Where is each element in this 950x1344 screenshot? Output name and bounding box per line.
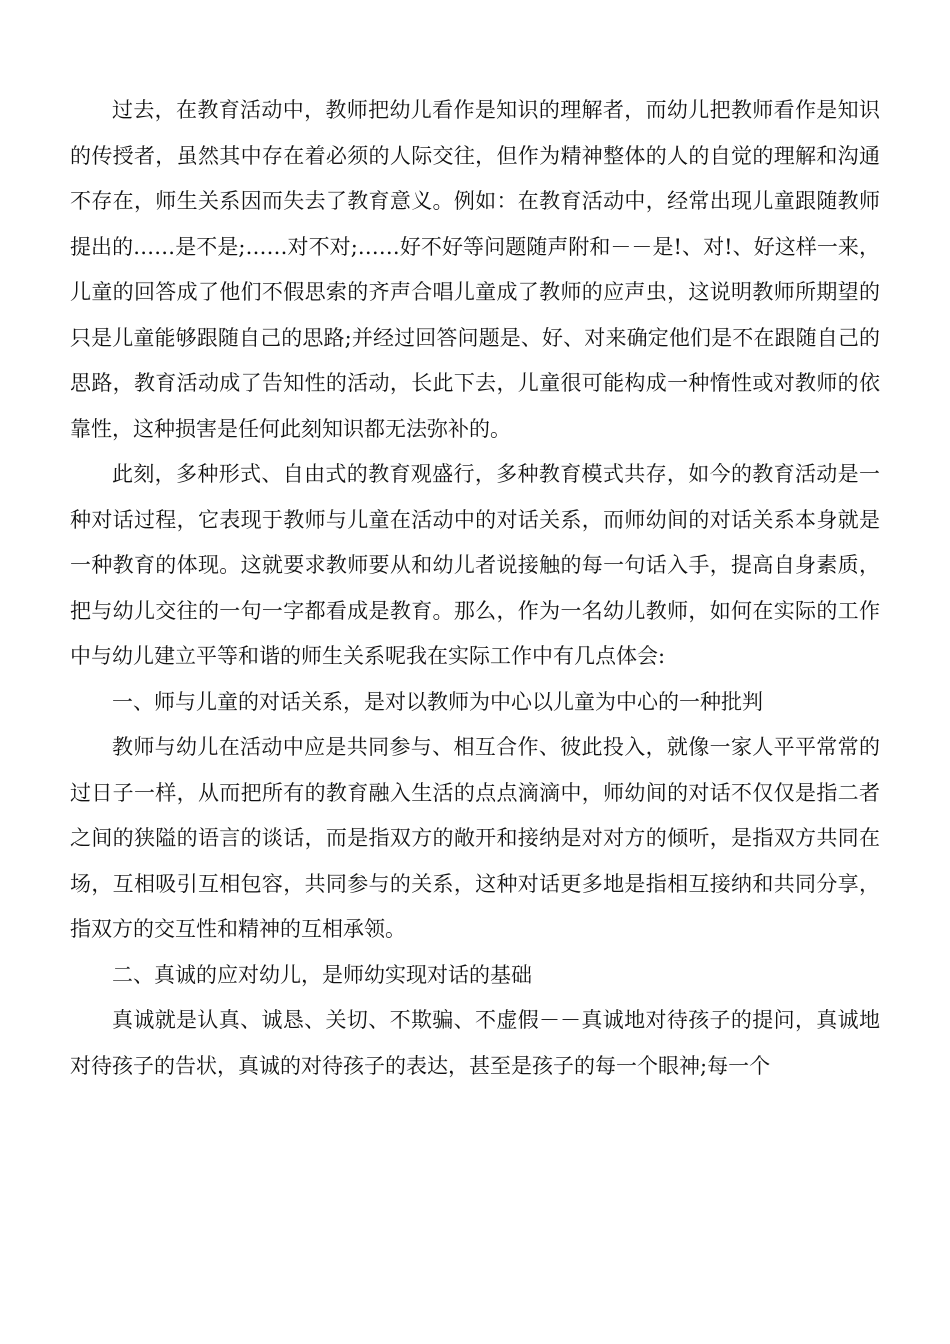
section-heading: 二、真诚的应对幼儿，是师幼实现对话的基础 [112, 962, 532, 987]
section-heading: 一、师与儿童的对话关系，是对以教师为中心以儿童为中心的一种批判 [112, 689, 763, 714]
body-paragraph: 过去，在教育活动中，教师把幼儿看作是知识的理解者，而幼儿把教师看作是知识的传授者，虽然其中存在着必须的人际交往，但作为精神整体的人的自觉的理解和沟通不存在，师生关系因而失去了教育意义。例如：在教育活动中，经常出现儿童跟随教师提出的……是不是;……对不对;……好不好等问题随声附和－－是!、对!、好这样一来，儿童的回答成了他们不假思索的齐声合唱儿童成了教师的应声虫，这说明教师所期望的只是儿童能够跟随自己的思路;并经过回答问题是、好、对来确定他们是不在跟随自己的思路，教育活动成了告知性的活动，长此下去，儿童很可能构成一种惰性或对教师的依靠性，这种损害是任何此刻知识都无法弥补的。 [70, 98, 880, 441]
body-paragraph: 真诚就是认真、诚恳、关切、不欺骗、不虚假－－真诚地对待孩子的提问，真诚地对待孩子的告状，真诚的对待孩子的表达，甚至是孩子的每一个眼神;每一个 [70, 1008, 880, 1078]
document-page [70, 88, 880, 1089]
body-paragraph: 此刻，多种形式、自由式的教育观盛行，多种教育模式共存，如今的教育活动是一种对话过程，它表现于教师与儿童在活动中的对话关系，而师幼间的对话关系本身就是一种教育的体现。这就要求教师要从和幼儿者说接触的每一句话入手，提高自身素质，把与幼儿交往的一句一字都看成是教育。那么，作为一名幼儿教师，如何在实际的工作中与幼儿建立平等和谐的师生关系呢我在实际工作中有几点体会: [70, 462, 880, 668]
body-paragraph: 教师与幼儿在活动中应是共同参与、相互合作、彼此投入，就像一家人平平常常的过日子一样，从而把所有的教育融入生活的点点滴滴中，师幼间的对话不仅仅是指二者之间的狭隘的语言的谈话，而是指双方的敞开和接纳是对对方的倾听，是指双方共同在场，互相吸引互相包容，共同参与的关系，这种对话更多地是指相互接纳和共同分享，指双方的交互性和精神的互相承领。 [70, 735, 880, 941]
